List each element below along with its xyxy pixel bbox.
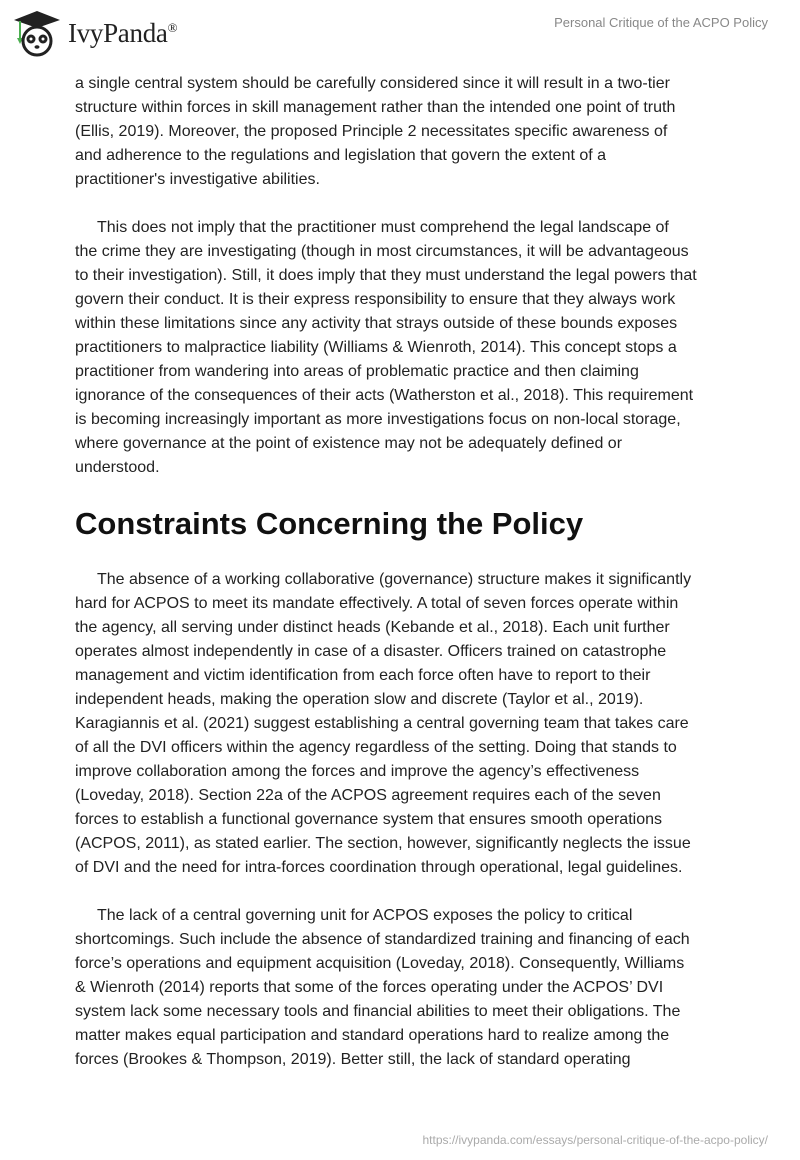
text-line: management and victim identification from each force often have to report to their xyxy=(75,667,651,684)
text-line: & Wienroth (2014) reports that some of the forces operating under the ACPOS’ DVI xyxy=(75,979,664,996)
section-heading: Constraints Concerning the Policy xyxy=(75,506,584,541)
text-line: force’s operations and equipment acquisition (Loveday, 2018). Consequently, Williams xyxy=(75,955,685,972)
paragraph xyxy=(75,72,735,192)
panda-graduate-icon xyxy=(12,8,62,58)
text-line: operates almost independently in case of a disaster. Officers trained on catastrophe xyxy=(75,643,667,660)
text-line: govern their conduct. It is their express responsibility to ensure that they always work xyxy=(75,291,676,308)
text-line: (Ellis, 2019). Moreover, the proposed Principle 2 necessitates specific awareness of xyxy=(75,123,668,140)
text-line: a single central system should be carefully considered since it will result in a two-tier xyxy=(75,75,670,92)
text-line: to their investigation). Still, it does imply that they must understand the legal powers that xyxy=(75,267,697,284)
footer-url[interactable]: https://ivypanda.com/essays/personal-critique-of-the-acpo-policy/ xyxy=(422,1133,768,1147)
text-line: structure within forces in skill management rather than the intended one point of truth xyxy=(75,99,676,116)
text-line: practitioner from wandering into areas of problematic practice and then claiming xyxy=(75,363,639,380)
paragraph xyxy=(75,904,735,1072)
text-line: Karagiannis et al. (2021) suggest establishing a central governing team that takes care xyxy=(75,715,689,732)
text-line: system lack some necessary tools and financial abilities to meet their obligations. The xyxy=(75,1003,681,1020)
text-line: is becoming increasingly important as more investigations focus on non-local storage, xyxy=(75,411,681,428)
text-line: This does not imply that the practitioner must comprehend the legal landscape of xyxy=(97,219,669,236)
essay-body xyxy=(75,72,735,1096)
text-line: ignorance of the consequences of their acts (Watherston et al., 2018). This requirement xyxy=(75,387,694,404)
text-line: The absence of a working collaborative (governance) structure makes it significantly xyxy=(97,571,692,588)
document-title: Personal Critique of the ACPO Policy xyxy=(554,15,768,30)
text-line: forces (Brookes & Thompson, 2019). Better still, the lack of standard operating xyxy=(75,1051,631,1068)
text-line: of DVI and the need for intra-forces coordination through operational, legal guidelines. xyxy=(75,859,683,876)
text-line: independent heads, making the operation slow and discrete (Taylor et al., 2019). xyxy=(75,691,644,708)
text-line: within these limitations since any activity that strays outside of these bounds exposes xyxy=(75,315,678,332)
text-line: shortcomings. Such include the absence of standardized training and financing of each xyxy=(75,931,690,948)
text-line: the agency, all serving under distinct heads (Kebande et al., 2018). Each unit further xyxy=(75,619,670,636)
text-line: the crime they are investigating (though in most circumstances, it will be advantageous xyxy=(75,243,689,260)
text-line: matter makes equal participation and standard operations hard to realize among the xyxy=(75,1027,670,1044)
text-line: of all the DVI officers within the agency regardless of the setting. Doing that stands to xyxy=(75,739,677,756)
text-line: (Loveday, 2018). Section 22a of the ACPOS agreement requires each of the seven xyxy=(75,787,661,804)
text-line: improve collaboration among the forces and improve the agency’s effectiveness xyxy=(75,763,640,780)
text-line: (ACPOS, 2011), as stated earlier. The section, however, significantly neglects the issue xyxy=(75,835,691,852)
text-line: forces to establish a functional governance system that ensures smooth operations xyxy=(75,811,662,828)
text-line: and adherence to the regulations and legislation that govern the extent of a xyxy=(75,147,607,164)
text-line: practitioner's investigative abilities. xyxy=(75,171,320,188)
paragraph xyxy=(75,216,735,480)
paragraph xyxy=(75,568,735,880)
text-line: where governance at the point of existence may not be adequately defined or xyxy=(75,435,623,452)
ivypanda-logo[interactable] xyxy=(12,8,177,58)
text-line: practitioners to malpractice liability (Williams & Wienroth, 2014). This concept stops a xyxy=(75,339,677,356)
text-line: understood. xyxy=(75,459,160,476)
logo-text: IvyPanda® xyxy=(68,17,178,48)
text-line: hard for ACPOS to meet its mandate effectively. A total of seven forces operate within xyxy=(75,595,679,612)
text-line: The lack of a central governing unit for ACPOS exposes the policy to critical xyxy=(97,907,633,924)
